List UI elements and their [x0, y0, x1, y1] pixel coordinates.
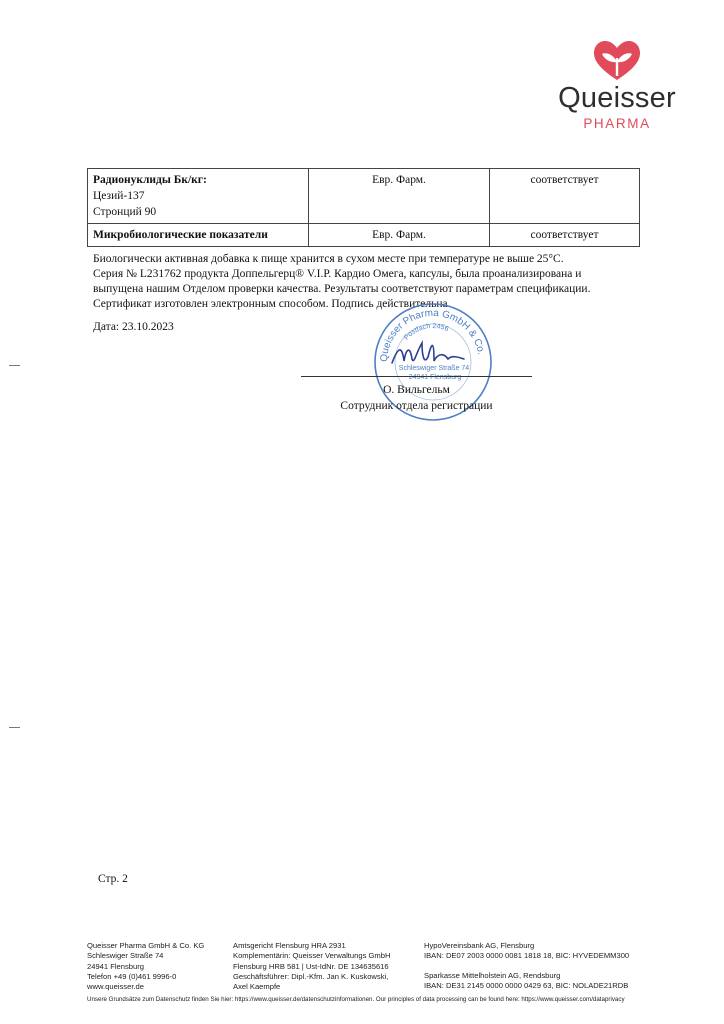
fold-mark	[9, 727, 20, 728]
parameter-cell	[88, 169, 309, 224]
parameter-subline: Цезий-137	[93, 190, 145, 202]
stamp-text: Queisser Pharma GmbH & Co.	[378, 307, 487, 363]
footer-line: Telefon +49 (0)461 9996-0	[87, 971, 177, 981]
brand-name: Queisser	[558, 82, 676, 114]
page-number: Стр. 2	[98, 873, 128, 885]
footer-line: Sparkasse Mittelholstein AG, Rendsburg	[424, 970, 561, 980]
parameter-label: Радионуклиды Бк/кг:	[93, 174, 207, 186]
signature-line	[301, 376, 532, 377]
footer-line: Axel Kaempfe	[233, 982, 281, 992]
footer-line: IBAN: DE07 2003 0000 0081 1818 18, BIC: HYVEDEMM300	[424, 951, 630, 961]
footer-company-info	[87, 941, 204, 992]
specification-table	[87, 168, 640, 247]
fold-mark	[9, 365, 20, 366]
method-cell: Евр. Фарм.	[309, 169, 490, 224]
document-date: Дата: 23.10.2023	[93, 321, 174, 333]
parameter-label: Микробиологические показатели	[88, 224, 309, 247]
result-cell: соответствует	[490, 169, 640, 224]
footer-line: Schleswiger Straße 74	[87, 951, 164, 961]
parameter-subline: Стронций 90	[93, 206, 157, 218]
footer-bank-info	[424, 941, 629, 991]
signatory-position: Сотрудник отдела регистрации	[340, 400, 493, 412]
company-logo	[552, 40, 682, 135]
method-cell: Евр. Фарм.	[309, 224, 490, 247]
footer-registry-info	[233, 941, 390, 992]
footer-line: Komplementärin: Queisser Verwaltungs GmbH	[233, 951, 391, 961]
text-line: Биологически активная добавка к пище хранится в сухом месте при температуре не выше 25°C.	[93, 253, 564, 265]
text-line: Серия № L231762 продукта Доппельгерц® V.I.P. Кардио Омега, капсулы, была проанализирована и	[93, 268, 582, 280]
footer-line: IBAN: DE31 2145 0000 0000 0429 63, BIC: NOLADE21RDB	[424, 980, 629, 990]
handwritten-signature	[388, 335, 468, 375]
result-cell: соответствует	[490, 224, 640, 247]
signatory-name: О. Вильгельм	[383, 384, 450, 396]
text-line: Сертификат изготовлен электронным способом. Подпись действительна.	[93, 298, 451, 310]
footer-line: www.queisser.de	[87, 982, 144, 992]
footer-line: HypoVereinsbank AG, Flensburg	[424, 941, 535, 950]
signatory	[301, 382, 532, 414]
footer-line: 24941 Flensburg	[87, 961, 144, 971]
footer-line: Amtsgericht Flensburg HRA 2931	[233, 941, 346, 950]
heart-leaves-logo-icon	[592, 40, 642, 82]
footer-line: Geschäftsführer: Dipl.-Kfm. Jan K. Kuskowski,	[233, 971, 389, 981]
brand-subtitle: PHARMA	[583, 116, 651, 131]
stamp-text: Postfach 2456	[403, 322, 450, 342]
privacy-note: Unsere Grundsätze zum Datenschutz finden Sie hier: https://www.queisser.de/datenschutzinformationen. Our principles of data processing can be found here: https://www.queisser.com/dataprivacy	[87, 996, 625, 1003]
stamp-text: 24941 Flensburg	[408, 374, 462, 381]
stamp-text: Schleswiger Straße 74	[398, 365, 470, 372]
text-line: выпущена нашим Отделом проверки качества. Результаты соответствуют параметрам спецификации.	[93, 283, 591, 295]
table-row	[88, 169, 640, 224]
table-row	[88, 224, 640, 247]
footer-line: Flensburg HRB 581 | Ust-IdNr. DE 134635616	[233, 961, 389, 971]
footer-line: Queisser Pharma GmbH & Co. KG	[87, 941, 205, 950]
